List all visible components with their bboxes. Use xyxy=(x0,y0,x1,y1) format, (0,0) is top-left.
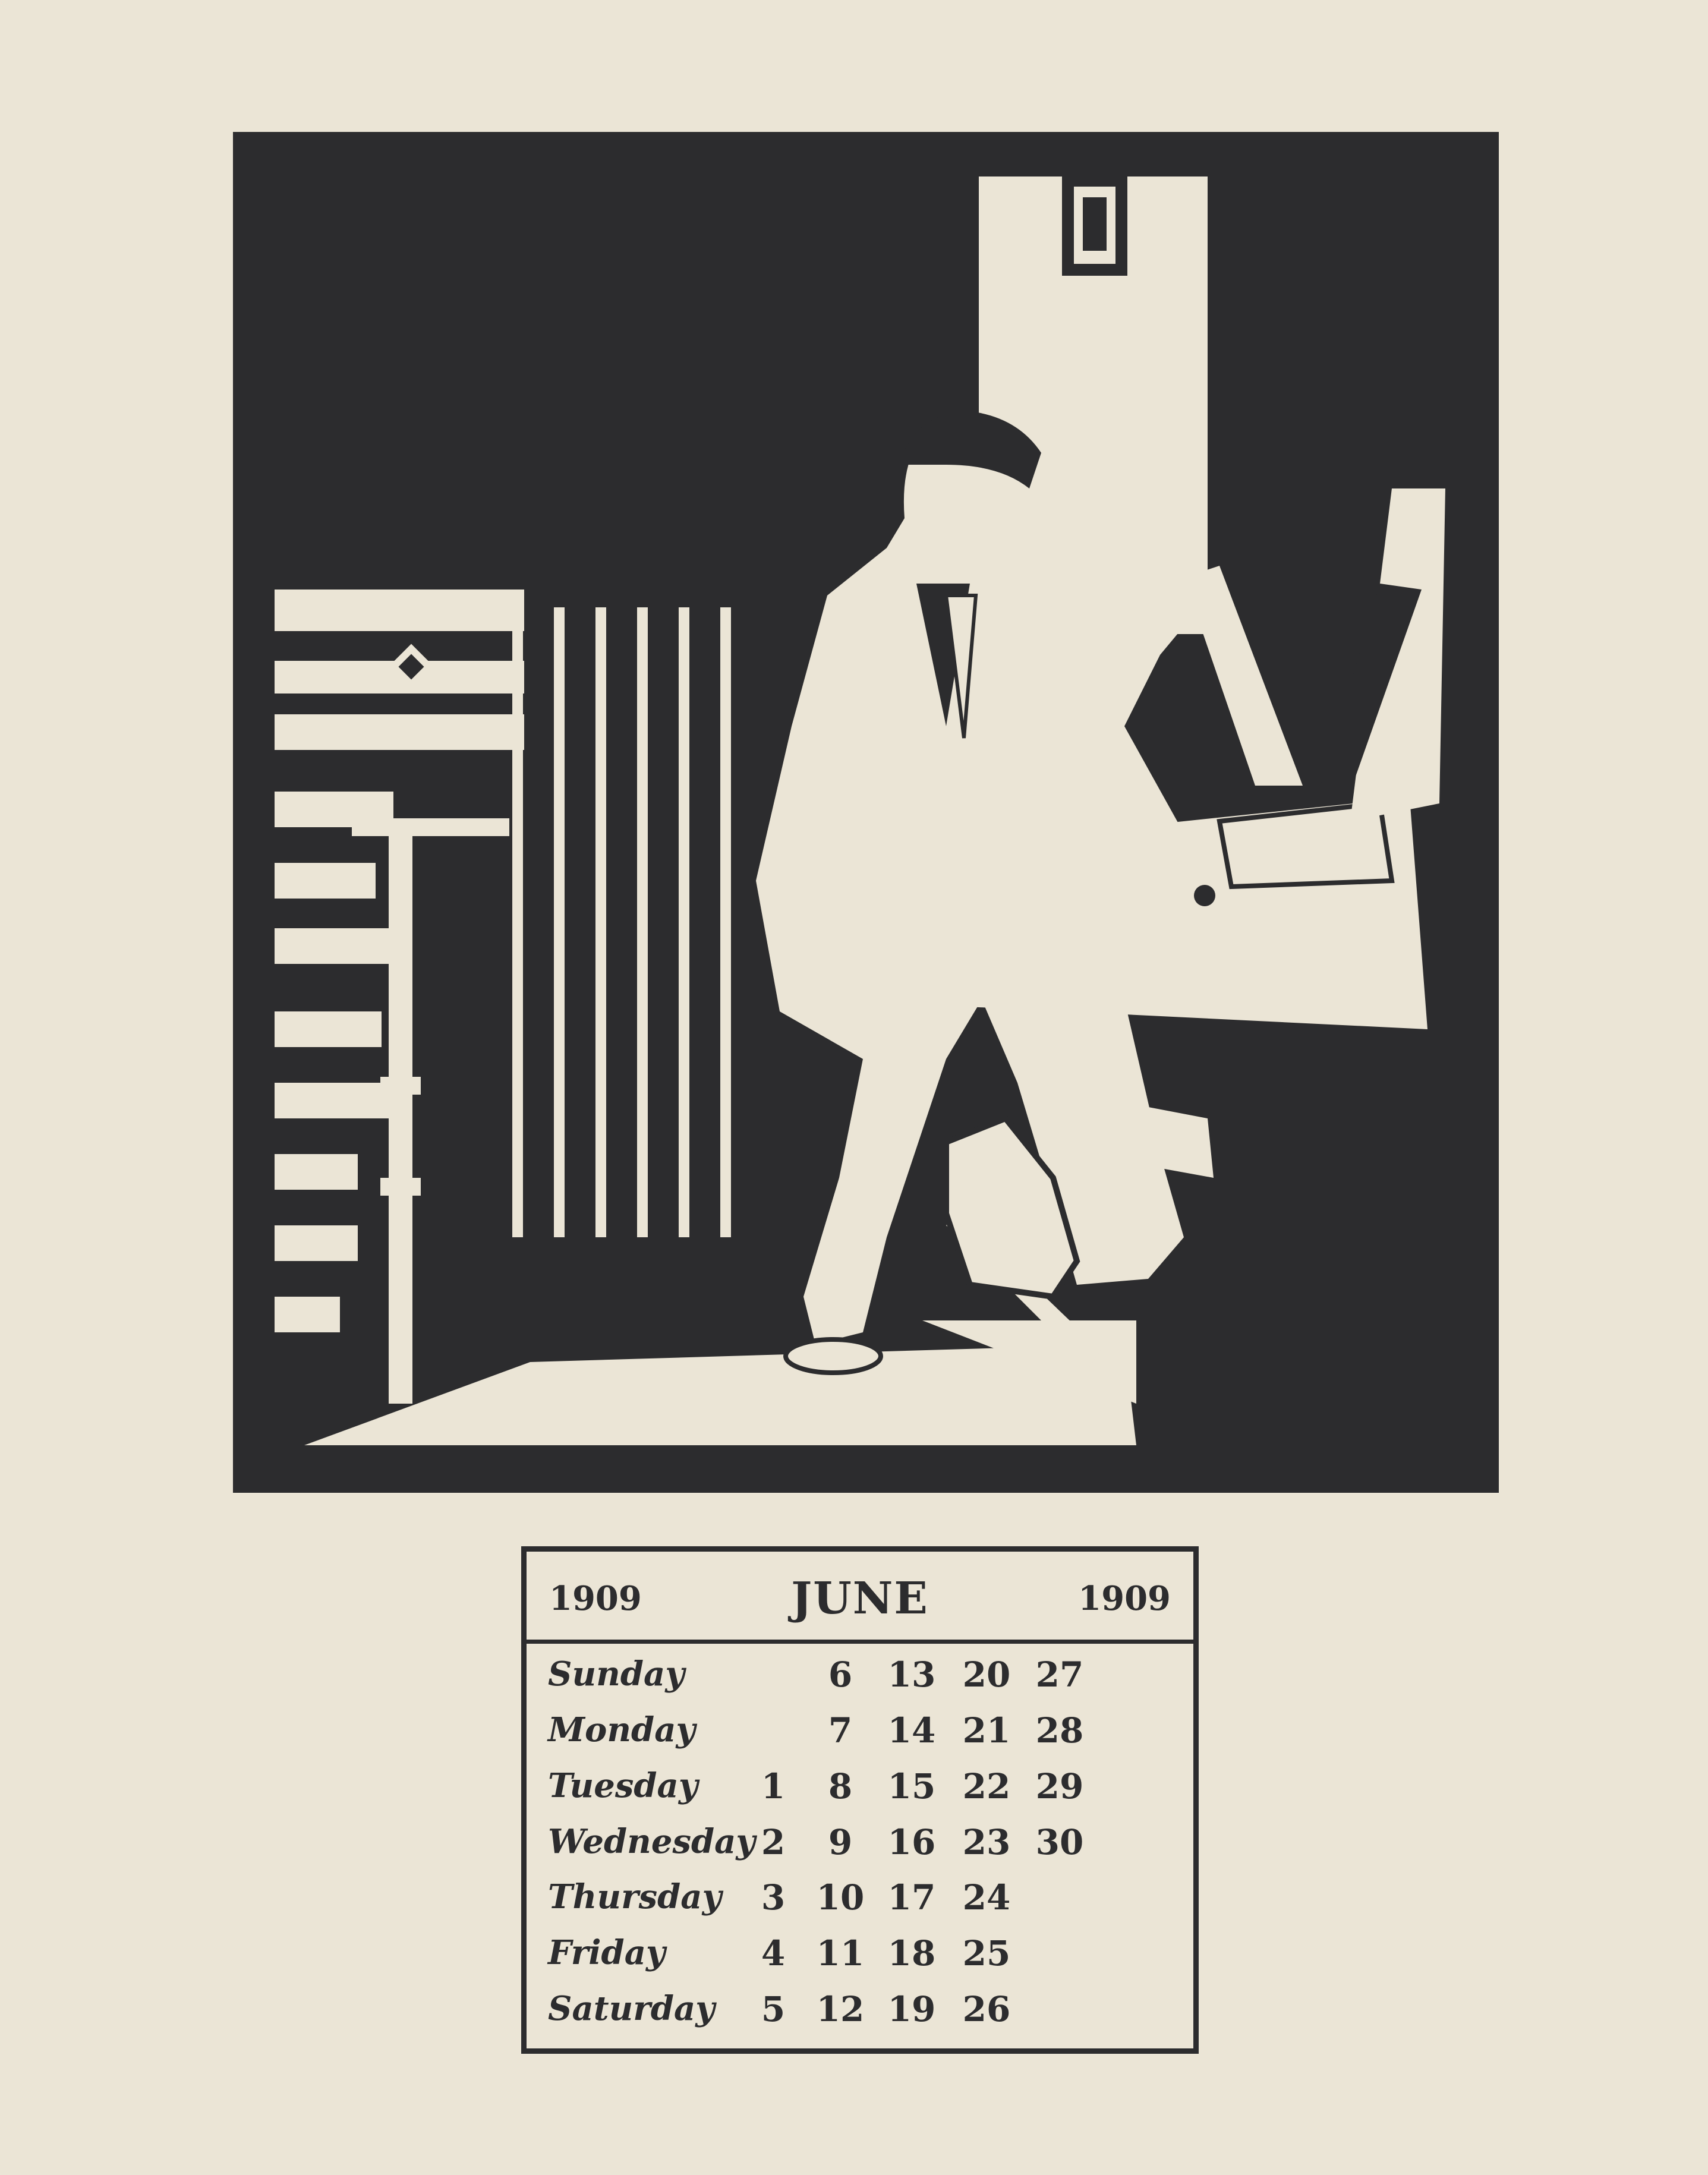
day-name: Monday xyxy=(548,1710,696,1750)
date-cell: 9 xyxy=(828,1822,853,1862)
day-name: Thursday xyxy=(548,1877,722,1916)
calendar-row xyxy=(527,1867,1193,1922)
date-cell: 7 xyxy=(828,1710,853,1751)
day-name: Sunday xyxy=(548,1654,685,1694)
illustration-svg xyxy=(233,132,1499,1493)
date-cell: 27 xyxy=(1035,1654,1084,1695)
date-cell: 25 xyxy=(962,1933,1011,1974)
day-name: Wednesday xyxy=(548,1822,755,1861)
calendar-row xyxy=(527,1922,1193,1978)
date-cell: 18 xyxy=(887,1933,936,1974)
date-cell: 28 xyxy=(1035,1710,1084,1751)
calendar-row xyxy=(527,1700,1193,1755)
date-cell: 19 xyxy=(887,1989,936,2029)
date-cell: 29 xyxy=(1035,1766,1084,1807)
date-cell: 13 xyxy=(887,1654,936,1695)
day-name: Friday xyxy=(548,1933,666,1972)
woodcut-illustration xyxy=(233,132,1499,1493)
day-name: Saturday xyxy=(548,1989,715,2028)
day-name: Tuesday xyxy=(548,1766,698,1805)
date-cell: 11 xyxy=(816,1933,865,1974)
date-cell: 17 xyxy=(887,1877,936,1918)
calendar-row xyxy=(527,1978,1193,2034)
date-cell: 1 xyxy=(761,1766,786,1807)
date-cell: 6 xyxy=(828,1654,853,1695)
date-cell: 5 xyxy=(761,1989,786,2029)
year-right: 1909 xyxy=(1078,1579,1171,1618)
date-cell: 30 xyxy=(1035,1822,1084,1862)
date-cell: 8 xyxy=(828,1766,853,1807)
date-cell: 14 xyxy=(887,1710,936,1751)
calendar-table xyxy=(521,1546,1199,2054)
date-cell: 26 xyxy=(962,1989,1011,2029)
date-cell: 2 xyxy=(761,1822,786,1862)
date-cell: 20 xyxy=(962,1654,1011,1695)
calendar-row xyxy=(527,1811,1193,1867)
date-cell: 10 xyxy=(816,1877,865,1918)
date-cell: 23 xyxy=(962,1822,1011,1862)
date-cell: 24 xyxy=(962,1877,1011,1918)
calendar-row xyxy=(527,1755,1193,1811)
month-title: JUNE xyxy=(791,1573,929,1624)
date-cell: 12 xyxy=(816,1989,865,2029)
date-cell: 4 xyxy=(761,1933,786,1974)
date-cell: 21 xyxy=(962,1710,1011,1751)
year-left: 1909 xyxy=(549,1579,642,1618)
date-cell: 3 xyxy=(761,1877,786,1918)
date-cell: 15 xyxy=(887,1766,936,1807)
date-cell: 16 xyxy=(887,1822,936,1862)
calendar-row xyxy=(527,1644,1193,1699)
date-cell: 22 xyxy=(962,1766,1011,1807)
calendar-header xyxy=(527,1552,1193,1644)
